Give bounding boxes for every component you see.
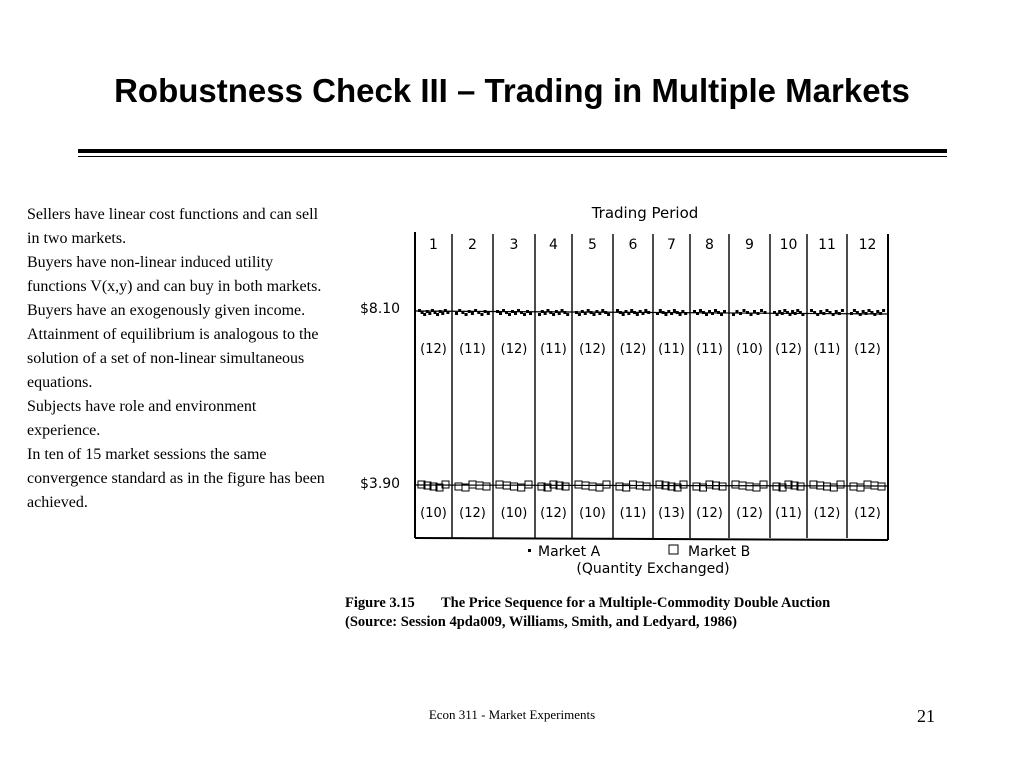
market-a-trade [732, 313, 735, 316]
period-label: 2 [468, 237, 477, 253]
market-a-trade [465, 313, 468, 316]
market-a-trade [505, 311, 508, 314]
bullet-item: Buyers have non-linear induced utility functions V(x,y) and can buy in both markets. [27, 254, 322, 295]
market-a-trade [829, 311, 832, 314]
market-a-trade [813, 311, 816, 314]
market-a-trade [856, 311, 859, 314]
market-a-trade [541, 310, 544, 313]
market-b-trade [589, 483, 596, 490]
market-a-trade [850, 312, 853, 315]
market-a-trade [736, 310, 739, 313]
market-a-trade [810, 309, 813, 312]
quantity-label-a: (11) [658, 342, 685, 357]
market-a-trade [604, 311, 607, 314]
legend-marker-a [528, 549, 531, 552]
market-a-trade [428, 312, 431, 315]
footer-text: Econ 311 - Market Experiments [428, 707, 596, 722]
market-a-trade [468, 310, 471, 313]
market-a-trade [601, 309, 604, 312]
market-a-trade [644, 309, 647, 312]
market-a-trade [773, 311, 776, 314]
market-a-trade [561, 309, 564, 312]
market-a-trade [474, 309, 477, 312]
figure-bottom-axis [415, 538, 888, 540]
period-label: 5 [588, 237, 597, 253]
market-a-trade [835, 310, 838, 313]
quantity-label-a: (12) [775, 342, 802, 357]
slide-title: Robustness Check III – Trading in Multiple Markets [114, 72, 910, 109]
market-a-trade [859, 313, 862, 316]
market-a-trade [439, 310, 442, 313]
market-a-trade [508, 313, 511, 316]
quantity-label-b: (12) [736, 506, 763, 521]
quantity-label-b: (10) [420, 506, 447, 521]
quantity-label-b: (12) [854, 506, 881, 521]
market-a-trade [590, 311, 593, 314]
market-a-trade [563, 311, 566, 314]
market-a-trade [616, 309, 619, 312]
quantity-label-a: (12) [500, 342, 528, 357]
market-a-trade [799, 311, 802, 314]
market-b-trade [693, 483, 700, 490]
period-label: 8 [705, 237, 714, 253]
period-label: 7 [667, 237, 676, 253]
market-a-trade [436, 313, 439, 316]
market-a-trade [679, 313, 682, 316]
market-a-trade [502, 309, 505, 312]
market-a-trade [421, 311, 424, 314]
period-label: 11 [818, 237, 836, 253]
market-a-trade [870, 311, 873, 314]
market-a-trade [876, 310, 879, 313]
market-a-trade [593, 313, 596, 316]
market-a-trade [581, 310, 584, 313]
market-a-trade [825, 309, 828, 312]
bullet-list [27, 203, 333, 515]
market-a-trade [873, 313, 876, 316]
market-a-trade [670, 312, 673, 315]
market-a-trade [487, 312, 490, 315]
quantity-label-a: (10) [736, 342, 763, 357]
market-a-trade [681, 310, 684, 313]
market-a-trade [656, 312, 659, 315]
caption-label: Figure 3.15 [345, 595, 415, 611]
market-a-trade [673, 309, 676, 312]
market-b-trade [830, 484, 837, 491]
market-a-trade [841, 309, 844, 312]
market-a-trade [865, 312, 868, 315]
legend-subtitle: (Quantity Exchanged) [576, 561, 730, 577]
quantity-label-b: (13) [658, 506, 685, 521]
market-b-trade [760, 481, 767, 488]
title-rule [78, 149, 947, 153]
market-a-trade [664, 313, 667, 316]
market-b-trade [864, 481, 871, 488]
market-a-trade [819, 310, 822, 313]
market-b-trade [732, 481, 739, 488]
bullet-item: Attainment of equilibrium is analogous to the solution of a set of non-linear simultaneous equations. [27, 326, 319, 391]
market-b-trade [483, 483, 490, 490]
market-a-trade [418, 309, 421, 312]
market-b-trade [630, 481, 637, 488]
market-b-trade [469, 481, 476, 488]
market-a-trade [753, 310, 756, 313]
market-a-trade [705, 313, 708, 316]
caption-line-2: (Source: Session 4pda009, Williams, Smith, and Ledyard, 1986) [345, 614, 737, 630]
market-a-trade [708, 310, 711, 313]
legend-market-b: Market B [688, 544, 751, 560]
market-a-trade [702, 311, 705, 314]
market-a-trade [575, 311, 578, 314]
market-a-trade [520, 311, 523, 314]
market-b-trade [575, 481, 582, 488]
market-a-trade [711, 312, 714, 315]
market-a-trade [514, 312, 517, 315]
market-a-trade [625, 310, 628, 313]
bullet-item: In ten of 15 market sessions the same convergence standard as in the figure has been achieved. [27, 446, 325, 511]
market-b-trade [706, 481, 713, 488]
market-a-trade [627, 312, 630, 315]
market-a-trade [544, 312, 547, 315]
market-b-trade [616, 483, 623, 490]
period-label: 12 [858, 237, 877, 253]
market-a-trade [676, 311, 679, 314]
market-a-trade [717, 311, 720, 314]
quantity-label-b: (12) [540, 506, 567, 521]
caption-line-1: The Price Sequence for a Multiple-Commodity Double Auction [441, 595, 831, 611]
market-a-trade [619, 311, 622, 314]
quantity-label-b: (12) [813, 506, 841, 521]
legend-market-a: Market A [538, 544, 601, 560]
period-columns [418, 234, 885, 538]
market-a-trade [882, 309, 885, 312]
market-b-trade [719, 483, 726, 490]
market-a-trade [633, 311, 636, 314]
market-a-trade [776, 313, 779, 316]
market-b-trade [525, 481, 532, 488]
figure-top-label: Trading Period [591, 204, 699, 222]
price-label-810: $8.10 [360, 301, 401, 317]
quantity-label-b: (12) [696, 506, 723, 521]
market-a-trade [584, 312, 587, 315]
market-a-trade [838, 312, 841, 315]
market-a-trade [816, 313, 819, 316]
market-b-trade [511, 483, 518, 490]
market-b-trade [837, 481, 844, 488]
market-a-trade [662, 311, 665, 314]
quantity-label-a: (12) [854, 342, 881, 357]
market-a-trade [764, 311, 767, 314]
market-a-trade [549, 311, 552, 314]
quantity-label-b: (12) [459, 506, 486, 521]
market-a-trade [659, 309, 662, 312]
market-a-trade [723, 310, 726, 313]
market-a-trade [598, 312, 601, 315]
legend-marker-b [669, 545, 678, 554]
quantity-label-b: (10) [500, 506, 528, 521]
market-a-trade [862, 310, 865, 313]
market-a-trade [714, 309, 717, 312]
quantity-label-b: (11) [775, 506, 802, 521]
price-sequence-figure [340, 196, 920, 586]
market-b-trade [455, 483, 462, 490]
market-a-trade [760, 309, 763, 312]
market-a-trade [517, 309, 520, 312]
price-label-390: $3.90 [360, 476, 401, 492]
market-a-trade [868, 309, 871, 312]
market-a-trade [461, 311, 464, 314]
quantity-label-a: (11) [459, 342, 486, 357]
market-a-trade [496, 310, 499, 313]
market-b-trade [746, 483, 753, 490]
market-a-trade [693, 310, 696, 313]
market-a-trade [743, 309, 746, 312]
market-a-trade [642, 312, 645, 315]
quantity-label-b: (10) [579, 506, 606, 521]
page-number: 21 [917, 706, 935, 726]
market-a-trade [684, 312, 687, 315]
market-a-trade [853, 309, 856, 312]
market-a-trade [526, 310, 529, 313]
market-a-trade [636, 313, 639, 316]
quantity-label-a: (11) [813, 342, 841, 357]
bullet-item: Subjects have role and environment experience. [27, 398, 257, 439]
market-a-trade [786, 311, 789, 314]
market-a-trade [794, 312, 797, 315]
market-a-trade [699, 309, 702, 312]
market-a-trade [546, 309, 549, 312]
market-a-trade [434, 311, 437, 314]
market-a-trade [639, 310, 642, 313]
market-a-trade [667, 310, 670, 313]
market-a-trade [739, 312, 742, 315]
market-a-trade [441, 312, 444, 315]
market-a-trade [801, 313, 804, 316]
quantity-label-a: (11) [696, 342, 723, 357]
market-b-trade [753, 484, 760, 491]
period-label: 10 [779, 237, 798, 253]
quantity-label-a: (11) [540, 342, 567, 357]
bullet-item: Sellers have linear cost functions and can sell in two markets. [27, 206, 319, 247]
market-a-trade [431, 309, 434, 312]
market-a-trade [446, 311, 449, 314]
market-a-trade [458, 309, 461, 312]
market-a-trade [781, 312, 784, 315]
bullet-item: Buyers have an exogenously given income. [27, 302, 306, 319]
market-b-trade [857, 484, 864, 491]
market-a-trade [484, 310, 487, 313]
market-a-trade [647, 311, 650, 314]
market-b-trade [810, 481, 817, 488]
market-a-trade [750, 313, 753, 316]
market-a-trade [426, 310, 429, 313]
market-a-trade [444, 309, 447, 312]
period-label: 4 [549, 237, 558, 253]
market-b-trade [643, 483, 650, 490]
figure-caption [345, 594, 925, 632]
market-a-trade [511, 310, 514, 313]
market-a-trade [822, 312, 825, 315]
market-a-trade [879, 312, 882, 315]
market-a-trade [696, 312, 699, 315]
quantity-label-a: (12) [420, 342, 447, 357]
market-a-trade [523, 313, 526, 316]
market-b-trade [496, 481, 503, 488]
market-a-trade [477, 311, 480, 314]
market-a-trade [607, 313, 610, 316]
market-a-trade [555, 310, 558, 313]
market-a-trade [455, 312, 458, 315]
period-label: 3 [509, 237, 519, 253]
period-label: 6 [628, 237, 638, 253]
market-a-trade [757, 312, 760, 315]
market-a-trade [552, 313, 555, 316]
market-a-trade [720, 313, 723, 316]
quantity-label-a: (12) [619, 342, 647, 357]
market-a-trade [791, 310, 794, 313]
quantity-label-a: (12) [579, 342, 606, 357]
market-a-trade [538, 313, 541, 316]
quantity-label-b: (11) [619, 506, 647, 521]
market-a-trade [746, 311, 749, 314]
market-a-trade [471, 312, 474, 315]
market-a-trade [587, 309, 590, 312]
market-a-trade [595, 310, 598, 313]
market-a-trade [499, 312, 502, 315]
market-a-trade [622, 313, 625, 316]
market-b-trade [603, 481, 610, 488]
market-a-trade [578, 313, 581, 316]
market-a-trade [566, 313, 569, 316]
market-a-trade [778, 310, 781, 313]
market-a-trade [783, 309, 786, 312]
market-a-trade [796, 309, 799, 312]
market-b-trade [824, 483, 831, 490]
period-label: 9 [745, 237, 754, 253]
market-a-trade [630, 309, 633, 312]
market-a-trade [832, 313, 835, 316]
market-a-trade [423, 313, 426, 316]
market-a-trade [480, 313, 483, 316]
title-rule-thin [78, 156, 947, 157]
market-a-trade [789, 313, 792, 316]
market-a-trade [529, 312, 532, 315]
period-label: 1 [429, 237, 438, 253]
market-a-trade [558, 312, 561, 315]
